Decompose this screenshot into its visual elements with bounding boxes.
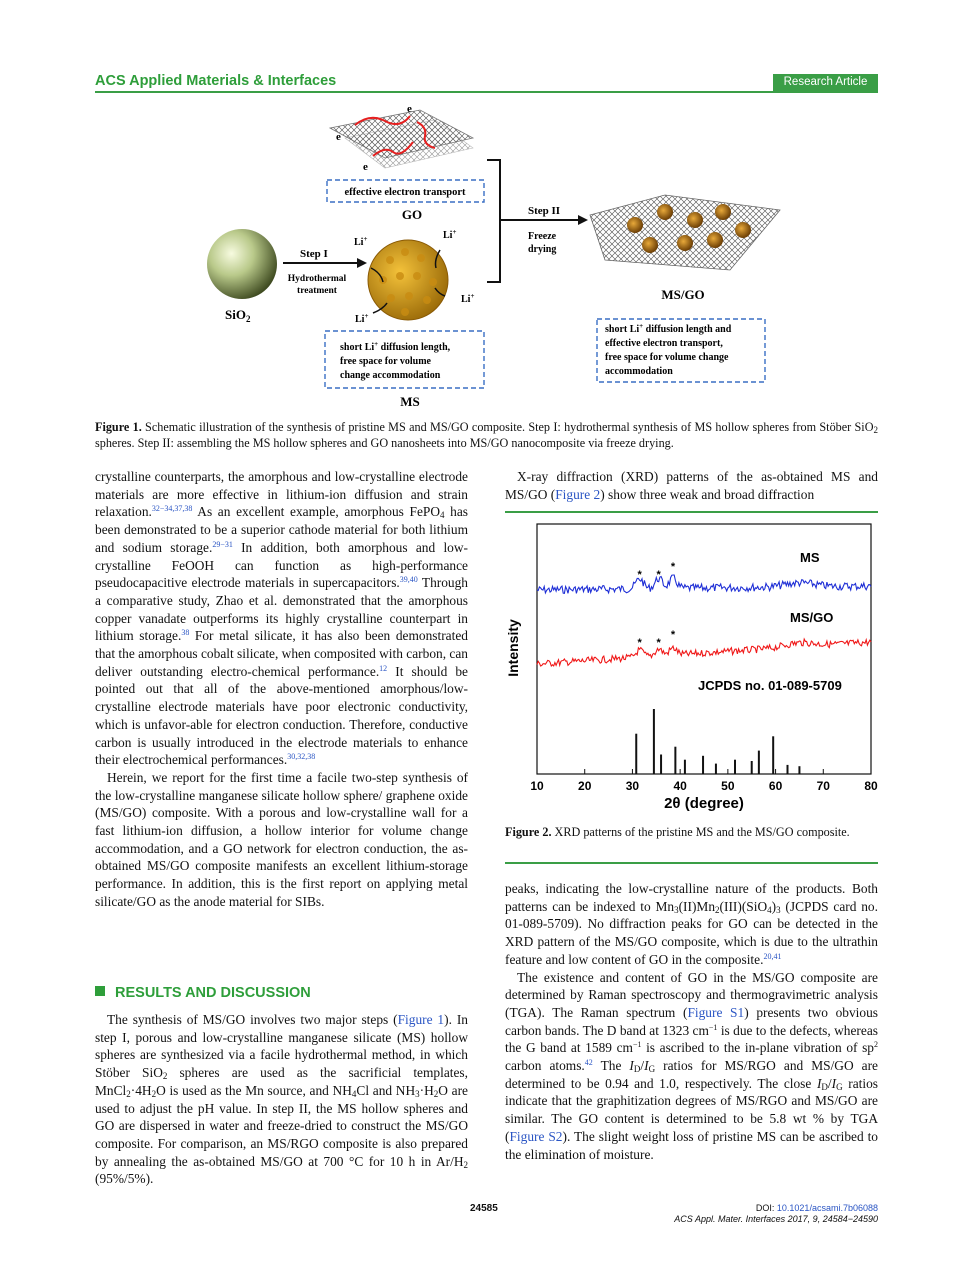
figure-2-bottom-rule xyxy=(505,862,878,864)
ms-box-line-2: free space for volume xyxy=(340,356,431,367)
ms-box-line-3: change accommodation xyxy=(340,370,441,381)
ref-link[interactable]: 32−34,37,38 xyxy=(151,504,193,514)
figure-s2-link[interactable]: Figure S2 xyxy=(509,1128,563,1144)
msgo-series-label: MS/GO xyxy=(790,610,834,625)
figure-2-xrd-chart xyxy=(500,518,880,818)
section-square-icon xyxy=(95,986,105,996)
go-box-text: effective electron transport xyxy=(344,187,466,198)
step1-label: Step I xyxy=(300,248,328,260)
msgo-box-line-1: short Li+ diffusion length and xyxy=(605,322,732,335)
msgo-box-line-2: effective electron transport, xyxy=(605,338,723,349)
x-tick-label: 10 xyxy=(530,779,544,793)
jcpds-label: JCPDS no. 01-089-5709 xyxy=(698,678,842,693)
peak-marker: * xyxy=(656,569,661,581)
ref-link[interactable]: 29−31 xyxy=(212,539,233,549)
msgo-series-line xyxy=(537,639,871,666)
figure-2-top-rule xyxy=(505,511,878,513)
figure-2-caption: Figure 2. XRD patterns of the pristine MS and the MS/GO composite. xyxy=(505,825,850,839)
page-number: 24585 xyxy=(470,1203,498,1214)
go-sheet-illustration xyxy=(330,110,473,168)
msgo-box-line-3: free space for volume change xyxy=(605,352,729,363)
ms-label: MS xyxy=(400,394,420,409)
figure-2-link[interactable]: Figure 2 xyxy=(555,486,601,502)
footer-doi: DOI: 10.1021/acsami.7b06088 ACS Appl. Mater. Interfaces 2017, 9, 24584−24590 xyxy=(674,1203,878,1224)
li-label-3: Li+ xyxy=(461,292,475,305)
hydrothermal-label-2: treatment xyxy=(297,286,337,296)
x-tick-label: 50 xyxy=(721,779,735,793)
x-tick-label: 30 xyxy=(625,779,640,793)
ref-link[interactable]: 42 xyxy=(584,1058,593,1068)
msgo-composite-illustration xyxy=(590,195,780,270)
li-label-1: Li+ xyxy=(354,235,368,248)
x-axis-label: 2θ (degree) xyxy=(664,795,744,812)
msgo-label: MS/GO xyxy=(661,287,705,302)
section-heading: RESULTS AND DISCUSSION xyxy=(95,985,311,1001)
right-column-top-text: X-ray diffraction (XRD) patterns of the as-obtained MS and MS/GO (Figure 2) show three weak and broad diffraction xyxy=(505,469,878,502)
freeze-label-1: Freeze xyxy=(528,231,557,242)
ref-link[interactable]: 12 xyxy=(379,663,388,673)
ms-series-label: MS xyxy=(800,550,820,565)
figure-1-schematic xyxy=(195,100,785,415)
step2-label: Step II xyxy=(528,205,561,217)
results-paragraph: The synthesis of MS/GO involves two major steps (Figure 1). In step I, porous and low-crystalline manganese silicate (MS) hollow spheres are synthesized via a facile hydrothermal method, in which Stöber SiO$_2$ spheres are used as the sacrificial templates, $MnCl_2\cdot 4H_2O$ is used as the Mn source, and $NH_4Cl$ and $NH_3\cdot H_2O$ are used to adjust the pH value. In step II, the MS hollow spheres and GO are dispersed in water and freeze-dried to construct the MS/GO composite. For comparison, an MS/RGO composite is also prepared by annealing the as-obtained MS/GO at 700 °C for 10 h in $Ar/H_2$ (95%/5%). xyxy=(95,1012,468,1187)
footer-citation: ACS Appl. Mater. Interfaces 2017, 9, 24584−24590 xyxy=(674,1214,878,1224)
msgo-box-line-4: accommodation xyxy=(605,366,673,377)
x-tick-label: 60 xyxy=(768,779,783,793)
peak-marker: * xyxy=(670,561,676,573)
figure-1-link[interactable]: Figure 1 xyxy=(397,1012,445,1027)
x-tick-label: 80 xyxy=(864,779,878,793)
ms-series-line xyxy=(537,575,871,593)
freeze-label-2: drying xyxy=(528,244,557,255)
figure-s1-link[interactable]: Figure S1 xyxy=(687,1004,745,1020)
right-column-bottom-text: peaks, indicating the low-crystalline nature of the products. Both patterns can be indexed to $Mn_3(II)Mn_2(III)(SiO_4)_3$ (JCPDS card no. 01-089-5709). No diffraction peaks for GO can be detected in the XRD pattern of the MS/GO composite, which is due to the ultrathin feature and low content of GO in the composite.$^{20,41}$ The existence and content of GO in the MS/GO composite are determined by Raman spectroscopy and thermogravimetric analysis (TGA). The Raman spectrum (Figure S1) presents two obvious carbon bands. The D band at 1323 $cm^{-1}$ is due to the defects, whereas the G band at 1589 $cm^{-1}$ is ascribed to the in-plane vibration of $sp^2$ carbon atoms.$^{42}$ The $I_D/I_G$ ratios for MS/RGO and MS/GO are determined to be 0.94 and 1.0, respectively. The close $I_D/I_G$ ratios indicate that the graphitization degrees of MS/RGO and MS/GO are similar. The GO content is determined to be 5.8 wt % by TGA (Figure S2). The slight weight loss of pristine MS can be ascribed to the elimination of moisture. xyxy=(505,881,879,1162)
sio2-label: SiO$_2$ xyxy=(225,307,251,324)
peak-marker: * xyxy=(670,629,676,641)
electron-label-2: e xyxy=(336,131,341,143)
go-label: GO xyxy=(401,207,423,222)
electron-label-3: e xyxy=(363,161,368,173)
sio2-sphere xyxy=(207,229,277,299)
paragraph-herein: Herein, we report for the first time a facile two-step synthesis of the low-crystalline manganese silicate hollow sphere/ graphene oxide (MS/GO) composite. With a porous and low-crystalline wall for a fast lithium-ion diffusion, a hollow interior for volume change accommodation, and a GO network for electron conduction, the as-obtained MS/GO composite manifests an excellent lithium-storage performance. In addition, this is the first report on applying metal silicate/GO as the anode material for SIBs. xyxy=(95,769,468,909)
li-label-4: Li+ xyxy=(355,312,369,325)
hydrothermal-label-1: Hydrothermal xyxy=(287,274,347,284)
electron-label-1: e xyxy=(407,103,412,115)
article-type-badge: Research Article xyxy=(773,74,878,91)
peak-marker: * xyxy=(656,637,661,649)
journal-title: ACS Applied Materials & Interfaces xyxy=(95,73,337,89)
y-axis-label: Intensity xyxy=(505,619,521,677)
ref-link[interactable]: 30,32,38 xyxy=(287,752,316,762)
x-tick-label: 40 xyxy=(673,779,687,793)
doi-link[interactable]: 10.1021/acsami.7b06088 xyxy=(776,1203,878,1213)
ref-link[interactable]: 39,40 xyxy=(399,575,418,585)
x-tick-label: 20 xyxy=(578,779,592,793)
ms-box-line-1: short Li+ diffusion length, xyxy=(340,340,451,353)
plot-frame xyxy=(537,524,871,774)
li-label-2: Li+ xyxy=(443,228,457,241)
figure-1-caption: Figure 1. Schematic illustration of the synthesis of pristine MS and MS/GO composite. Step I: hydrothermal synthesis of MS hollow spheres from Stöber SiO$_2$ spheres. Step II: assembling the MS hollow spheres and GO nanosheets into MS/GO nanocomposite via freeze drying. xyxy=(95,420,878,450)
peak-marker: * xyxy=(637,569,642,581)
ref-link[interactable]: 20,41 xyxy=(763,951,782,961)
peak-marker: * xyxy=(637,637,642,649)
ref-link[interactable]: 38 xyxy=(181,628,190,638)
left-column-text: crystalline counterparts, the amorphous and low-crystalline electrode materials are more effective in lithium-ion diffusion and strain relaxation.$^{32-34,37,38}$ As an excellent example, amorphous FePO$_4$ has been demonstrated to be a superior cathode material for both lithium and sodium storage.$^{29-31}$ In addition, both amorphous and low-crystalline FeOOH can function as high-performance pseudocapacitive electrode materials in supercapacitors.$^{39,40}$ Through a comparative study, Zhao et al. demonstrated that the amorphous copper vanadate outperforms its highly crystalline counterpart in lithium storage.$^{38}$ For metal silicate, it has also been demonstrated that the amorphous cobalt silicate, when composited with carbon, can deliver outstanding electro-chemical performance.$^{12}$ It should be pointed out that all of the above-mentioned amorphous/low-crystalline electrode materials have poor electronic conductivity, which is unfavor-able for electron conduction. Therefore, conductive carbon is usually introduced in the electrode materials to enhance their electrochemical performances.$^{30,32,38}$ Herein, we report for the first time a facile two-step synthesis of the low-crystalline manganese silicate hollow sphere/ graphene oxide (MS/GO) composite. With a porous and low-crystalline wall for a fast lithium-ion diffusion, a hollow interior for volume change accommodation, and a GO network for electron conduction, the as-obtained MS/GO composite manifests an excellent lithium-storage performance. In addition, this is the first report on applying metal silicate/GO as the anode material for SIBs. xyxy=(95,469,468,909)
header-rule xyxy=(95,91,878,93)
x-tick-label: 70 xyxy=(816,779,830,793)
